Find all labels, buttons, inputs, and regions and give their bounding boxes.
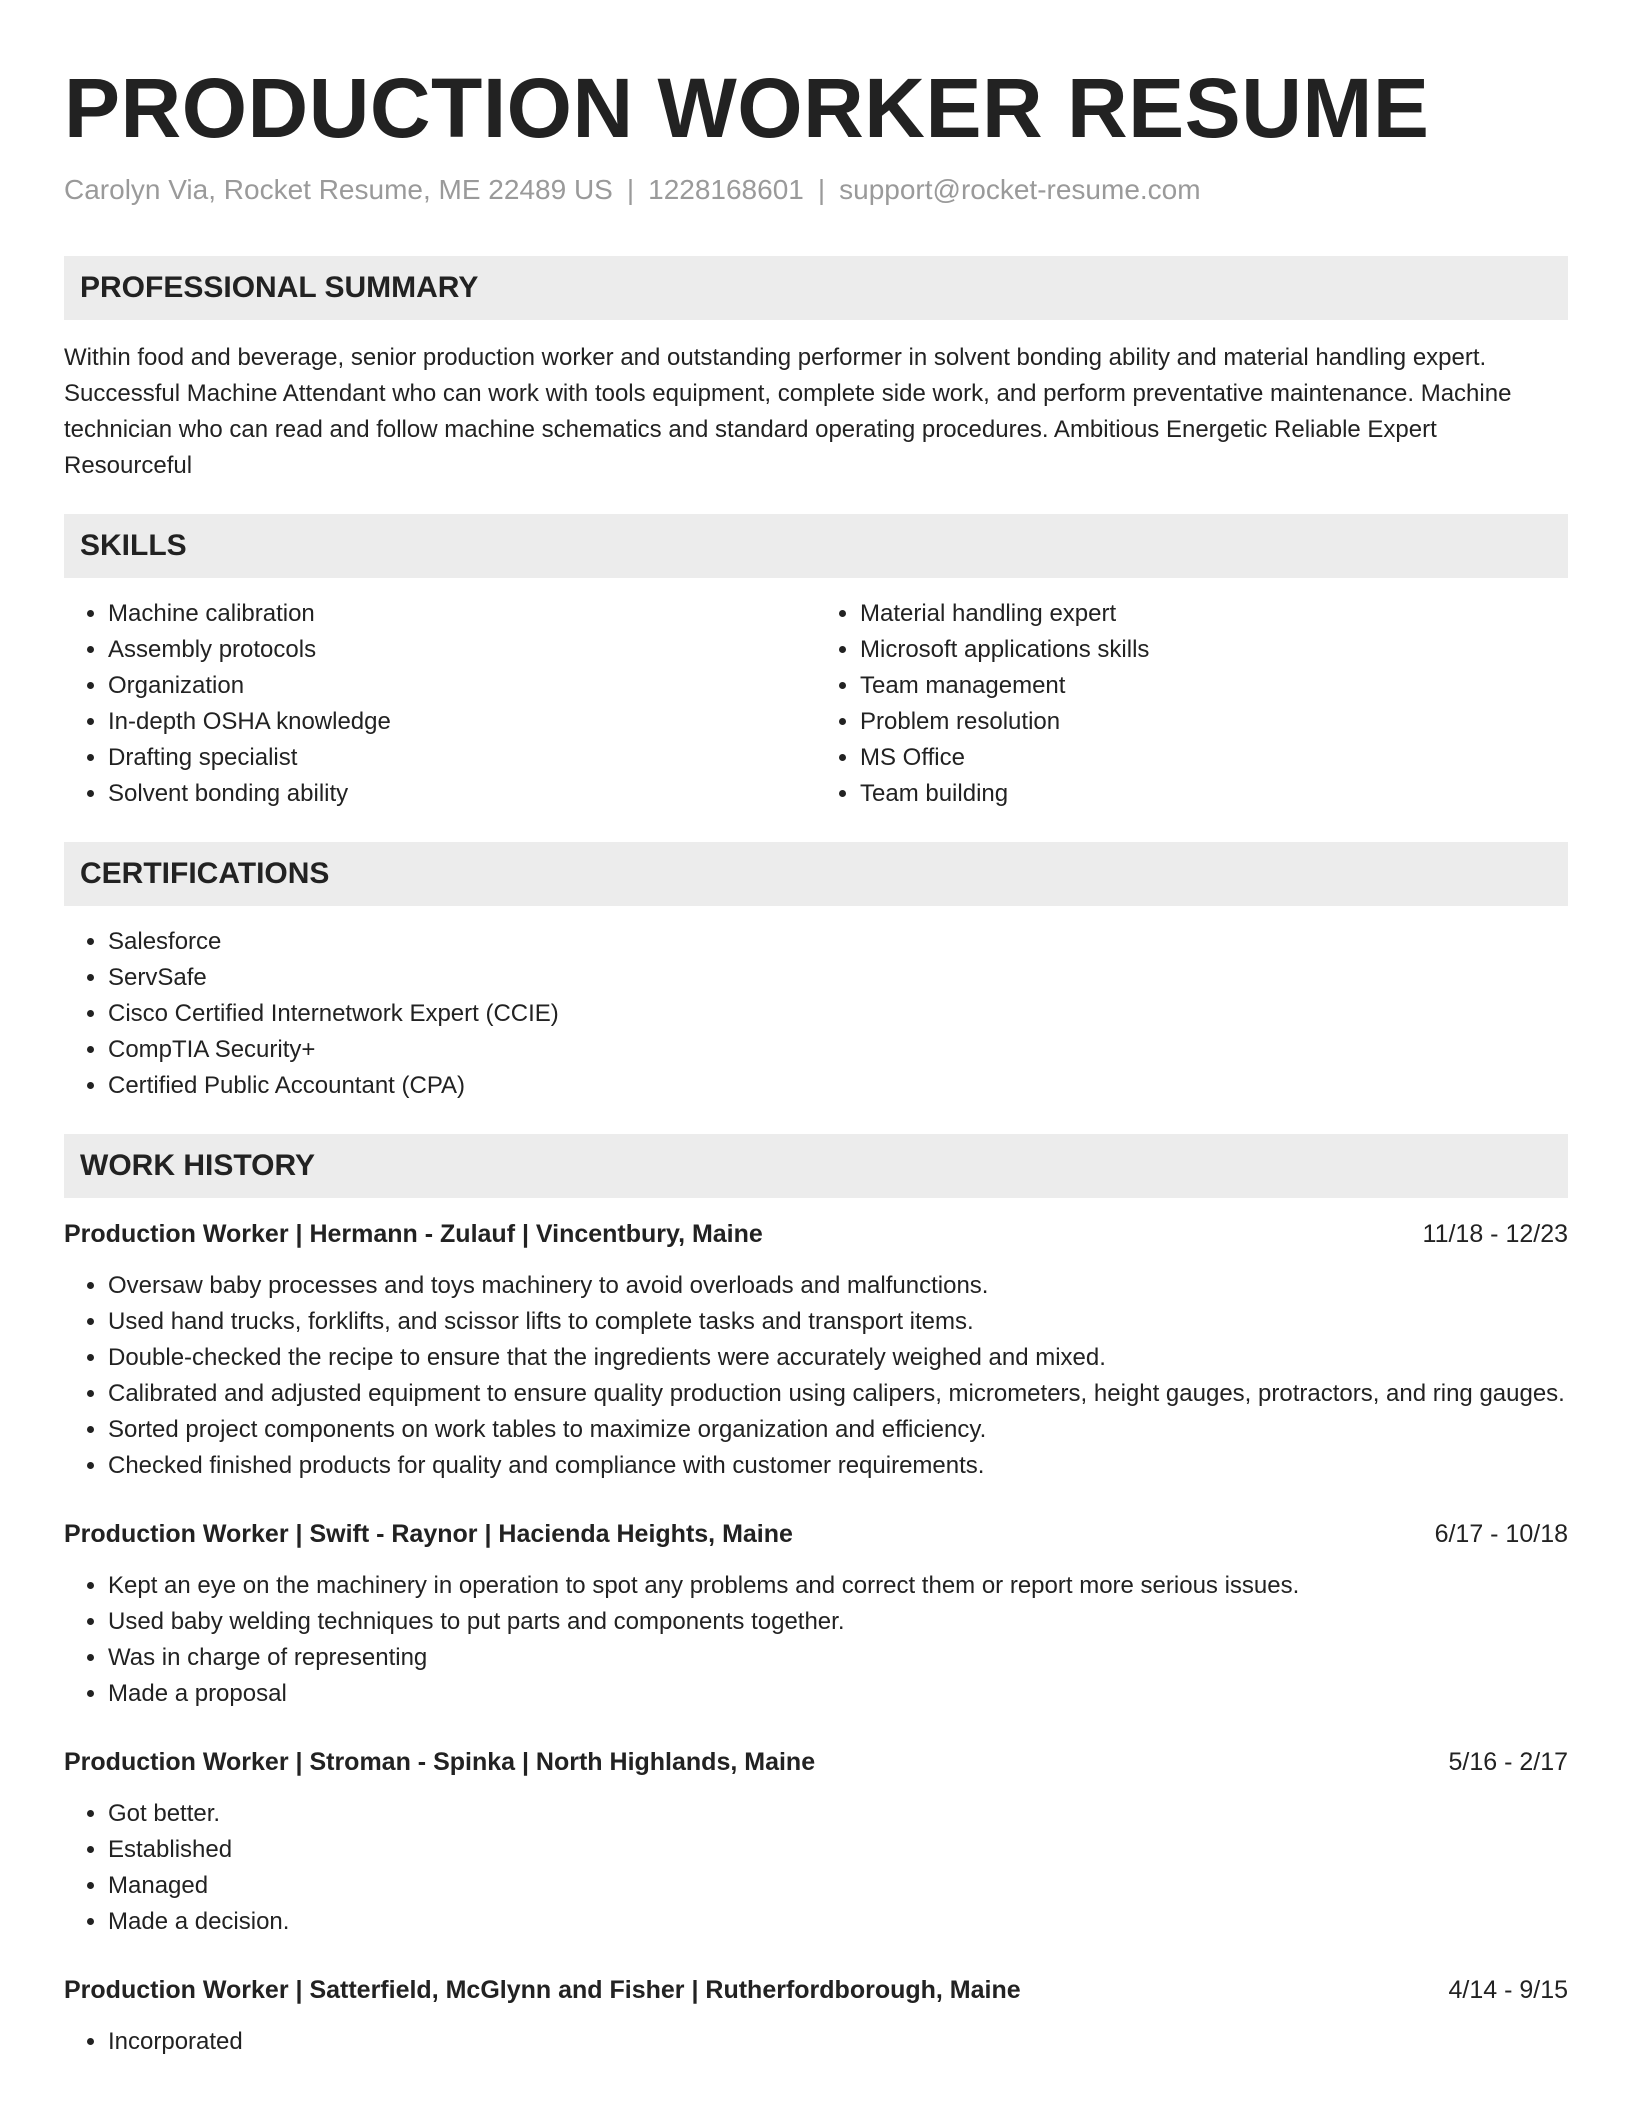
list-item: • ServSafe bbox=[108, 960, 1568, 996]
job-dates: 5/16 - 2/17 bbox=[1448, 1748, 1568, 1776]
contact-email[interactable]: support@rocket-resume.com bbox=[839, 174, 1201, 205]
job-bullets bbox=[64, 1268, 1568, 1484]
list-item: • Used baby welding techniques to put parts and components together. bbox=[108, 1604, 1568, 1640]
certifications-list bbox=[64, 924, 1568, 1104]
list-item: • Oversaw baby processes and toys machinery to avoid overloads and malfunctions. bbox=[108, 1268, 1568, 1304]
list-item: • Got better. bbox=[108, 1796, 1568, 1832]
job-entry bbox=[64, 1216, 1568, 1484]
list-item: • Assembly protocols bbox=[108, 632, 816, 668]
job-header bbox=[64, 1216, 1568, 1252]
job-header bbox=[64, 1744, 1568, 1780]
list-item: • Team building bbox=[860, 776, 1568, 812]
job-dates: 6/17 - 10/18 bbox=[1434, 1520, 1568, 1548]
list-item: • Made a proposal bbox=[108, 1676, 1568, 1712]
job-title: Production Worker | Satterfield, McGlynn and Fisher | Rutherfordborough, Maine bbox=[64, 1976, 1021, 2004]
section-header-work-history: WORK HISTORY bbox=[64, 1134, 1568, 1198]
job-entry bbox=[64, 1516, 1568, 1712]
list-item: • Double-checked the recipe to ensure that the ingredients were accurately weighed and mixed. bbox=[108, 1340, 1568, 1376]
list-item: • Kept an eye on the machinery in operation to spot any problems and correct them or report more serious issues. bbox=[108, 1568, 1568, 1604]
list-item: • Managed bbox=[108, 1868, 1568, 1904]
list-item: • Sorted project components on work tables to maximize organization and efficiency. bbox=[108, 1412, 1568, 1448]
job-entry bbox=[64, 1744, 1568, 1940]
contact-separator: | bbox=[817, 174, 826, 205]
list-item: • In-depth OSHA knowledge bbox=[108, 704, 816, 740]
list-item: • Drafting specialist bbox=[108, 740, 816, 776]
skills-list-right bbox=[816, 596, 1568, 812]
section-header-skills: SKILLS bbox=[64, 514, 1568, 578]
list-item: • CompTIA Security+ bbox=[108, 1032, 1568, 1068]
contact-line bbox=[64, 174, 1568, 206]
contact-address: Carolyn Via, Rocket Resume, ME 22489 US bbox=[64, 174, 613, 205]
list-item: • Calibrated and adjusted equipment to ensure quality production using calipers, micrometers, height gauges, protractors, and ring gauges. bbox=[108, 1376, 1568, 1412]
list-item: • Organization bbox=[108, 668, 816, 704]
list-item: • Certified Public Accountant (CPA) bbox=[108, 1068, 1568, 1104]
job-title: Production Worker | Hermann - Zulauf | Vincentbury, Maine bbox=[64, 1220, 763, 1248]
list-item: • Microsoft applications skills bbox=[860, 632, 1568, 668]
list-item: • Problem resolution bbox=[860, 704, 1568, 740]
skills-column-right bbox=[816, 596, 1568, 812]
job-title: Production Worker | Stroman - Spinka | North Highlands, Maine bbox=[64, 1748, 816, 1776]
resume-title: PRODUCTION WORKER RESUME bbox=[64, 61, 1430, 155]
summary-text: Within food and beverage, senior production worker and outstanding performer in solvent bonding ability and material handling expert. Successful Machine Attendant who can work with tools equipment, complete side work, and perform preventative maintenance. Machine technician who can read and follow machine schematics and standard operating procedures. Ambitious Energetic Reliable Expert Resourceful bbox=[64, 344, 1512, 479]
contact-separator: | bbox=[626, 174, 635, 205]
list-item: • Incorporated bbox=[108, 2024, 1568, 2060]
job-bullets bbox=[64, 2024, 1568, 2060]
job-entry bbox=[64, 1972, 1568, 2060]
job-bullets bbox=[64, 1796, 1568, 1940]
list-item: • Solvent bonding ability bbox=[108, 776, 816, 812]
skills-grid bbox=[64, 596, 1568, 812]
list-item: • Machine calibration bbox=[108, 596, 816, 632]
list-item: • Team management bbox=[860, 668, 1568, 704]
job-header bbox=[64, 1972, 1568, 2008]
job-dates: 4/14 - 9/15 bbox=[1448, 1976, 1568, 2004]
list-item: • Checked finished products for quality and compliance with customer requirements. bbox=[108, 1448, 1568, 1484]
job-dates: 11/18 - 12/23 bbox=[1422, 1220, 1568, 1248]
job-bullets bbox=[64, 1568, 1568, 1712]
contact-phone: 1228168601 bbox=[648, 174, 804, 205]
job-title: Production Worker | Swift - Raynor | Hacienda Heights, Maine bbox=[64, 1520, 793, 1548]
list-item: • Established bbox=[108, 1832, 1568, 1868]
section-header-certifications: CERTIFICATIONS bbox=[64, 842, 1568, 906]
list-item: • Made a decision. bbox=[108, 1904, 1568, 1940]
list-item: • Used hand trucks, forklifts, and scissor lifts to complete tasks and transport items. bbox=[108, 1304, 1568, 1340]
section-header-summary: PROFESSIONAL SUMMARY bbox=[64, 256, 1568, 320]
list-item: • Cisco Certified Internetwork Expert (CCIE) bbox=[108, 996, 1568, 1032]
skills-column-left bbox=[64, 596, 816, 812]
job-header bbox=[64, 1516, 1568, 1552]
list-item: • Material handling expert bbox=[860, 596, 1568, 632]
list-item: • Was in charge of representing bbox=[108, 1640, 1568, 1676]
skills-list-left bbox=[64, 596, 816, 812]
list-item: • MS Office bbox=[860, 740, 1568, 776]
certifications-block bbox=[64, 924, 1568, 1104]
list-item: • Salesforce bbox=[108, 924, 1568, 960]
